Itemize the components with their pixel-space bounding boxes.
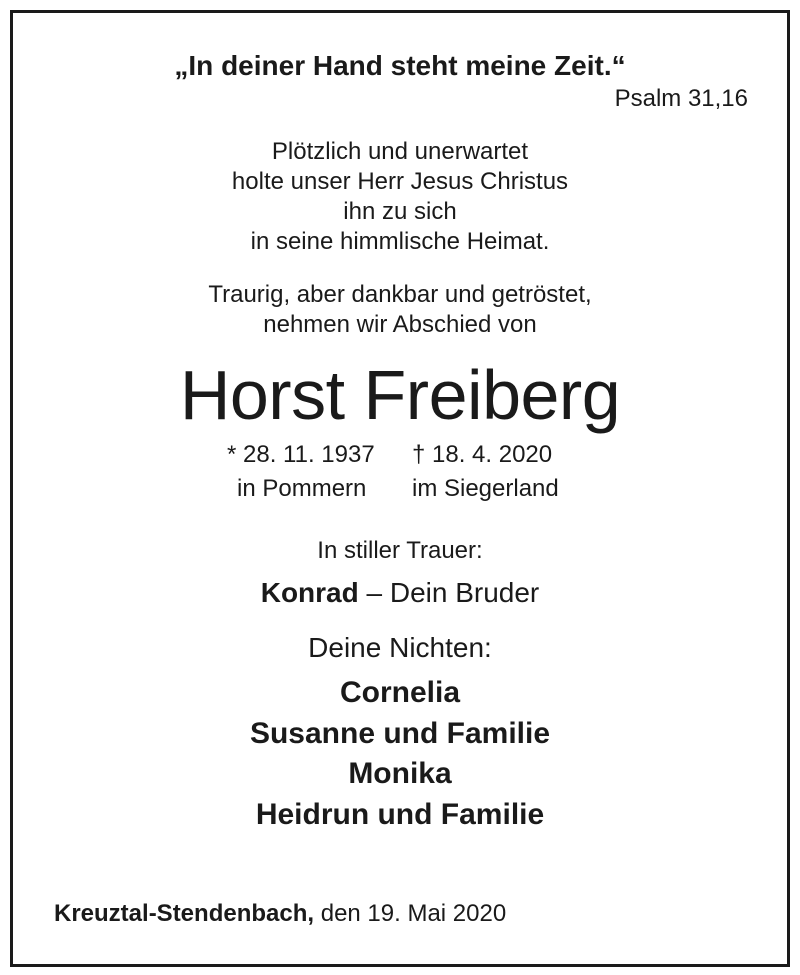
brother-line: [0, 577, 800, 609]
nieces-list: [0, 673, 800, 835]
death-place: im Siegerland: [412, 475, 559, 502]
niece-name: Cornelia: [339, 676, 461, 709]
deceased-name: Horst Freiberg: [179, 356, 621, 434]
motto-reference: Psalm 31,16: [614, 85, 748, 112]
intro-line: Plötzlich und unerwartet: [271, 138, 529, 165]
birth-place: in Pommern: [237, 475, 367, 502]
footer-place: Kreuztal-Stendenbach,: [54, 900, 315, 927]
motto-quote: „In deiner Hand steht meine Zeit.“: [174, 50, 626, 81]
intro-text: [0, 137, 800, 257]
footer-date: den 19. Mai 2020: [314, 900, 507, 927]
farewell-text: [0, 280, 800, 340]
niece-name: Susanne und Familie: [249, 716, 551, 750]
niece-name: Heidrun und Familie: [255, 797, 545, 831]
intro-line: holte unser Herr Jesus Christus: [231, 168, 569, 195]
death-info: [412, 438, 559, 506]
footer-line: [54, 900, 506, 928]
intro-line: ihn zu sich: [343, 198, 457, 225]
brother-name: Konrad: [260, 577, 359, 608]
birth-date: * 28. 11. 1937: [227, 441, 375, 468]
mourning-label: In stiller Trauer:: [317, 537, 483, 564]
niece-name: Monika: [348, 757, 452, 790]
brother-relation: – Dein Bruder: [358, 577, 540, 608]
farewell-line: Traurig, aber dankbar und getröstet,: [208, 281, 592, 308]
birth-info: [227, 438, 375, 506]
farewell-line: nehmen wir Abschied von: [263, 311, 537, 338]
death-date: † 18. 4. 2020: [412, 441, 553, 468]
intro-line: in seine himmlische Heimat.: [250, 228, 550, 255]
nieces-label: Deine Nichten:: [308, 632, 492, 663]
